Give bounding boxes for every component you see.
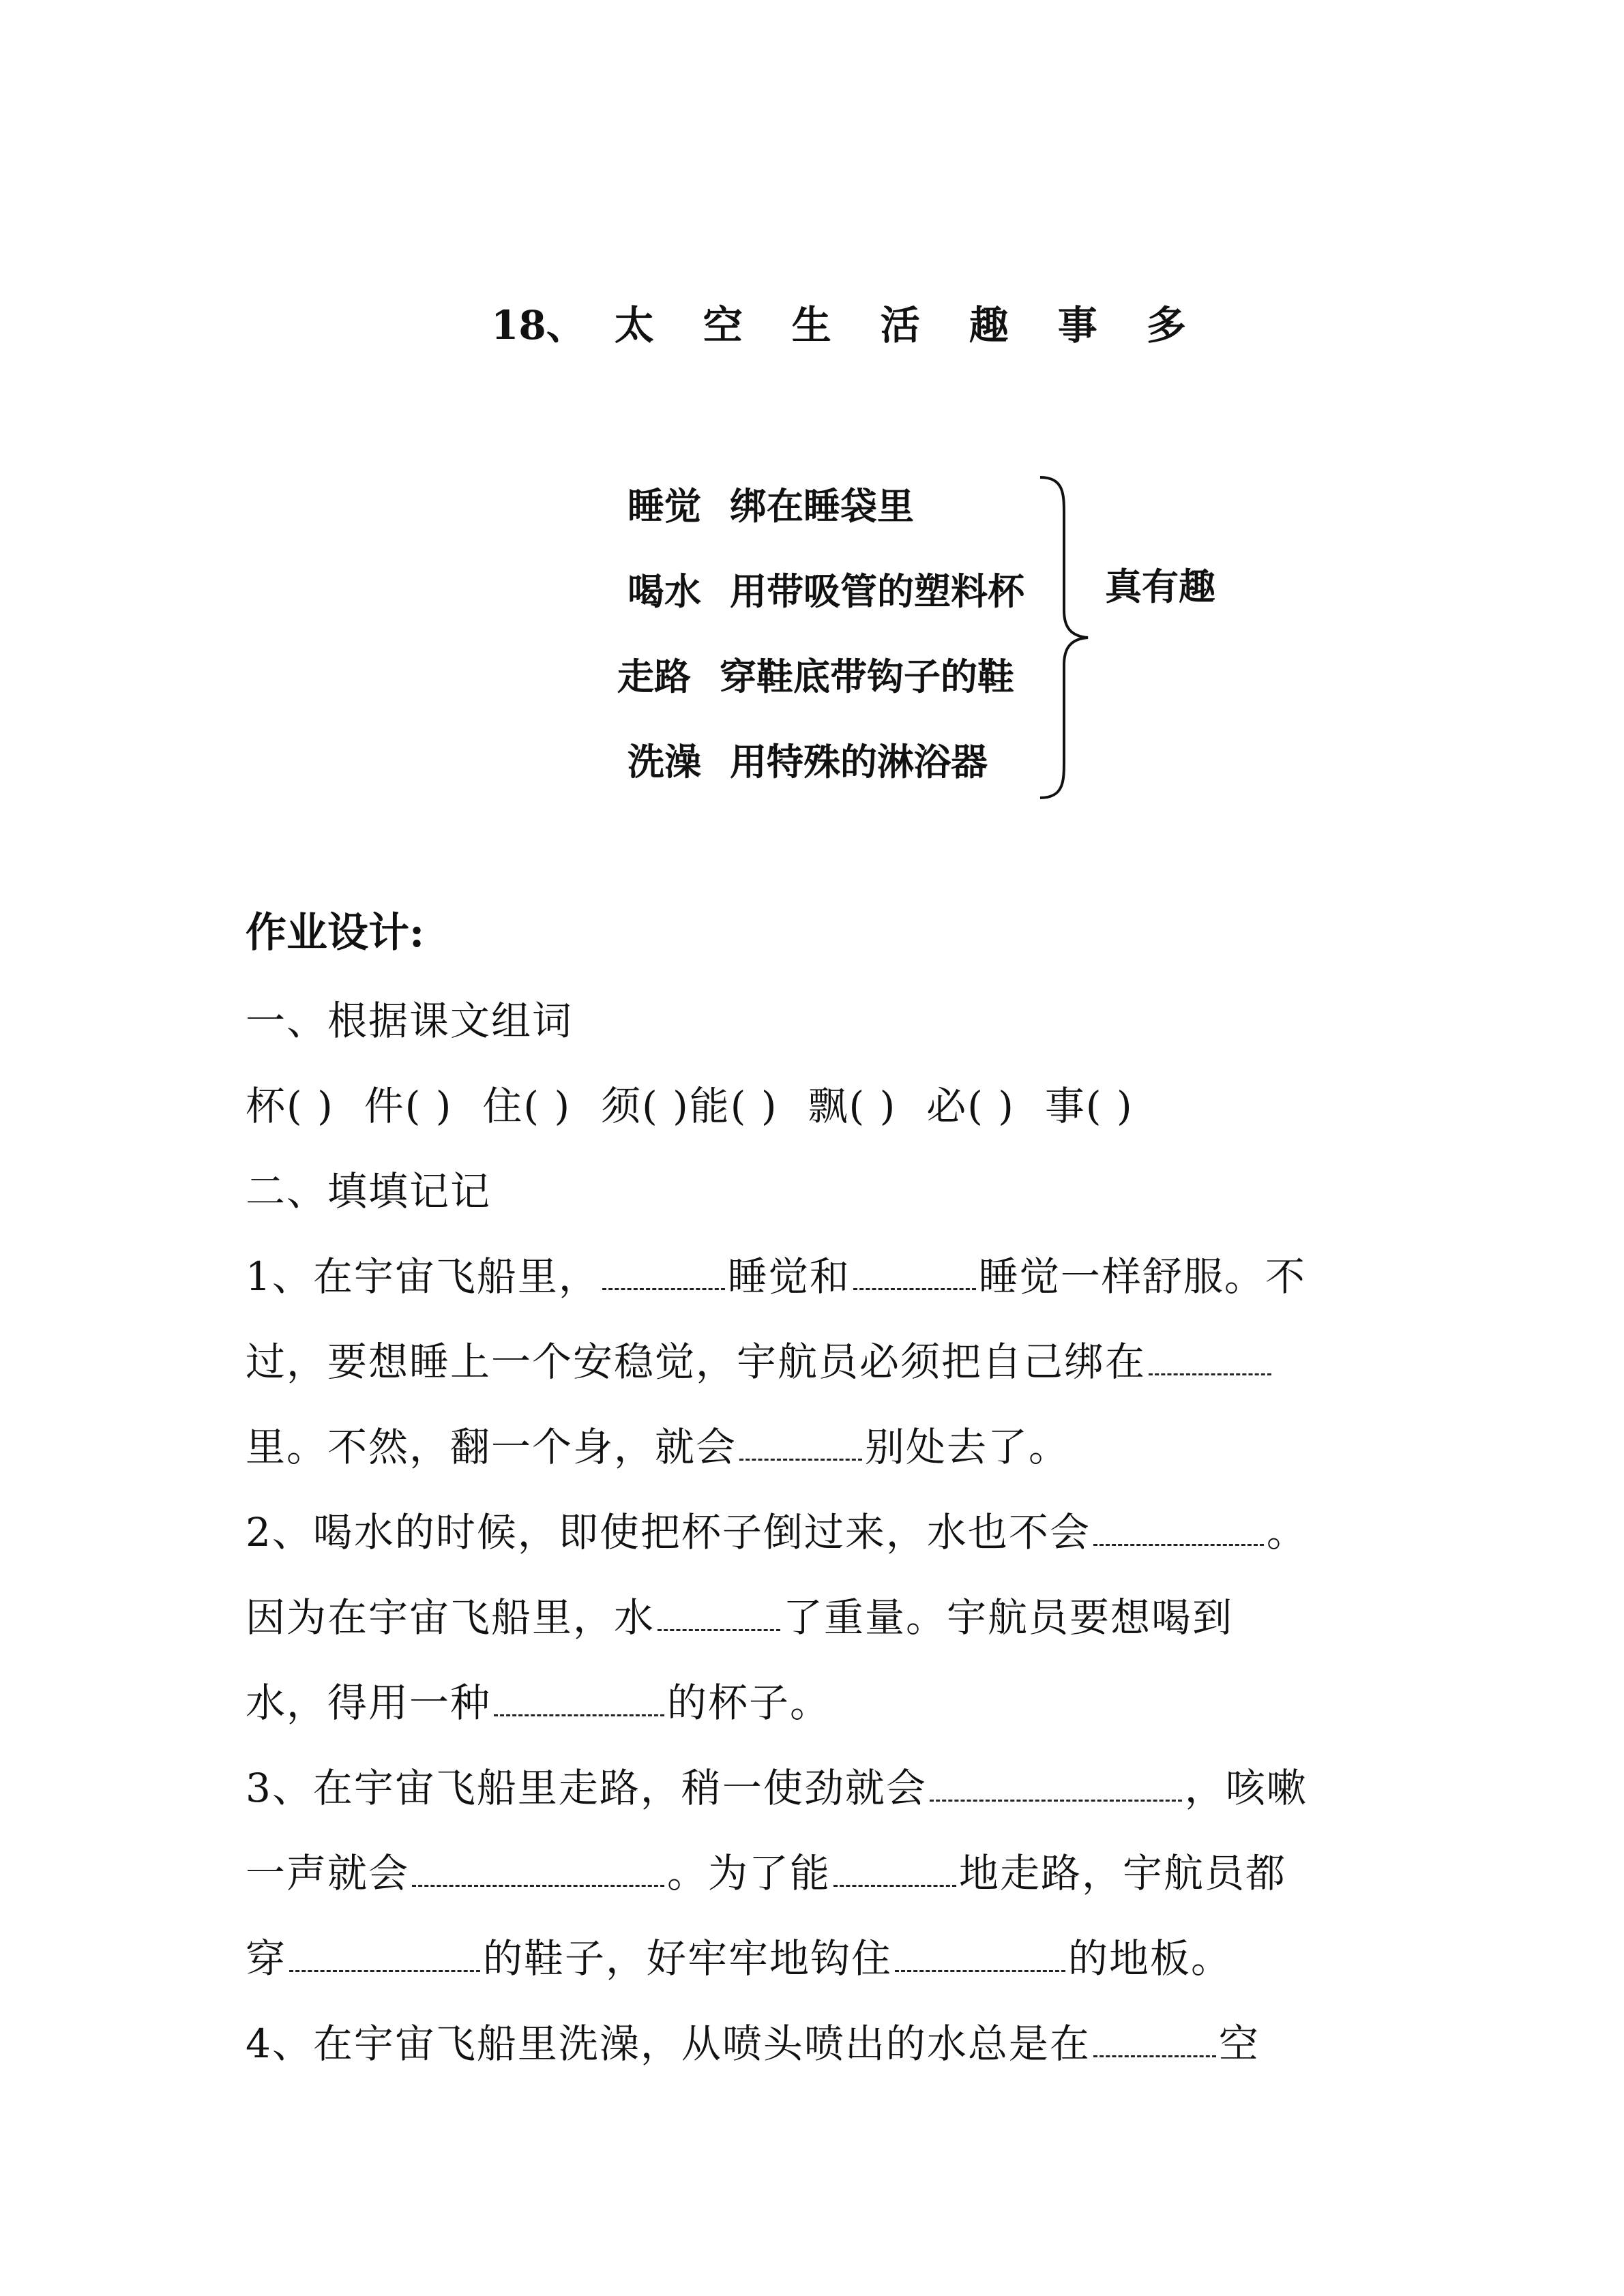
- word-item: 住( ): [482, 1083, 572, 1129]
- question-2-line-2: [246, 1585, 1233, 1643]
- question-text: 2、喝水的时候，即使把杯子倒过来，水也不会: [246, 1509, 1091, 1555]
- word-item: 件( ): [364, 1083, 453, 1129]
- question-3-line-2: [246, 1841, 1286, 1898]
- outline-topic: 睡觉: [628, 484, 701, 528]
- outline-detail: 穿鞋底带钩子的鞋: [720, 655, 1014, 698]
- lesson-number: 18、: [491, 302, 586, 348]
- fill-blank[interactable]: [289, 1943, 480, 1972]
- section-2-title: 二、填填记记: [246, 1168, 492, 1214]
- fill-blank[interactable]: [833, 1858, 956, 1887]
- outline-row-sleep: [628, 477, 914, 530]
- question-text: 因为在宇宙飞船里，水: [246, 1594, 655, 1641]
- question-3-line-3: [246, 1926, 1232, 1984]
- question-2-line-1: [246, 1500, 1308, 1557]
- question-text: 水，得用一种: [246, 1680, 492, 1726]
- question-1-line-3: [246, 1415, 1069, 1472]
- question-text: 3、在宇宙飞船里走路，稍一使劲就会: [246, 1765, 927, 1811]
- fill-blank[interactable]: [1093, 1517, 1264, 1546]
- fill-blank[interactable]: [739, 1431, 862, 1461]
- outline-detail: 用带吸管的塑料杯: [730, 569, 1024, 613]
- question-text: 的鞋子，好牢牢地钩住: [483, 1935, 893, 1982]
- question-text: 。为了能: [667, 1850, 831, 1896]
- word-item: 必( ): [926, 1083, 1015, 1129]
- word-list: [246, 1074, 1164, 1131]
- fill-blank[interactable]: [895, 1943, 1065, 1972]
- title-char: 事: [1057, 302, 1097, 348]
- title-char: 太: [614, 302, 654, 348]
- title-char: 空: [703, 302, 743, 348]
- word-item: 须( )能( ): [601, 1083, 778, 1129]
- outline-topic: 喝水: [628, 569, 701, 613]
- fill-blank[interactable]: [658, 1602, 780, 1631]
- fill-blank[interactable]: [853, 1261, 976, 1290]
- lesson-title: [491, 293, 1235, 351]
- right-brace-icon: [1037, 474, 1091, 801]
- word-item: 事( ): [1044, 1083, 1134, 1129]
- question-1-line-2: [246, 1330, 1274, 1387]
- fill-blank[interactable]: [602, 1261, 725, 1290]
- title-char: 活: [880, 302, 920, 348]
- question-text: 睡觉一样舒服。不: [978, 1253, 1306, 1300]
- question-text: 一声就会: [246, 1850, 410, 1896]
- question-2-line-3: [246, 1671, 831, 1728]
- outline-topic: 走路: [617, 655, 691, 698]
- fill-blank[interactable]: [1093, 2028, 1216, 2057]
- outline-detail: 用特殊的淋浴器: [730, 740, 988, 784]
- outline-summary: 真有趣: [1105, 565, 1215, 608]
- question-text: 睡觉和: [727, 1253, 851, 1300]
- fill-blank[interactable]: [1149, 1346, 1271, 1375]
- question-text: 的杯子。: [667, 1680, 831, 1726]
- question-4-line-1: [246, 2012, 1260, 2069]
- question-text: 空: [1218, 2021, 1260, 2067]
- outline-row-drink: [628, 563, 1024, 615]
- title-char: 多: [1146, 302, 1186, 348]
- question-text: 过，要想睡上一个安稳觉，宇航员必须把自己绑在: [246, 1339, 1147, 1385]
- question-text: 了重量。宇航员要想喝到: [783, 1594, 1234, 1641]
- section-1-title: 一、根据课文组词: [246, 998, 574, 1044]
- question-text: ，咳嗽: [1184, 1765, 1308, 1811]
- outline-topic: 洗澡: [628, 740, 701, 784]
- question-text: 1、在宇宙飞船里，: [246, 1253, 600, 1300]
- question-text: 别处去了。: [865, 1424, 1070, 1470]
- fill-blank[interactable]: [412, 1858, 664, 1887]
- outline-detail: 绑在睡袋里: [730, 484, 914, 528]
- title-char: 趣: [969, 302, 1009, 348]
- outline-row-walk: [617, 648, 1014, 700]
- word-item: 杯( ): [246, 1083, 334, 1129]
- question-text: 4、在宇宙飞船里洗澡，从喷头喷出的水总是在: [246, 2021, 1091, 2067]
- question-1-line-1: [246, 1244, 1306, 1302]
- question-text: 里。不然，翻一个身，就会: [246, 1424, 737, 1470]
- question-3-line-1: [246, 1756, 1308, 1813]
- title-char: 生: [791, 302, 831, 348]
- question-text: 。: [1266, 1509, 1308, 1555]
- question-text: 地走路，宇航员都: [959, 1850, 1287, 1896]
- outline-row-bathe: [628, 733, 988, 786]
- question-text: 的地板。: [1068, 1935, 1232, 1982]
- word-item: 飘( ): [808, 1083, 897, 1129]
- homework-heading: 作业设计:: [246, 909, 425, 957]
- question-text: 穿: [246, 1935, 287, 1982]
- fill-blank[interactable]: [930, 1772, 1182, 1802]
- fill-blank[interactable]: [494, 1687, 664, 1716]
